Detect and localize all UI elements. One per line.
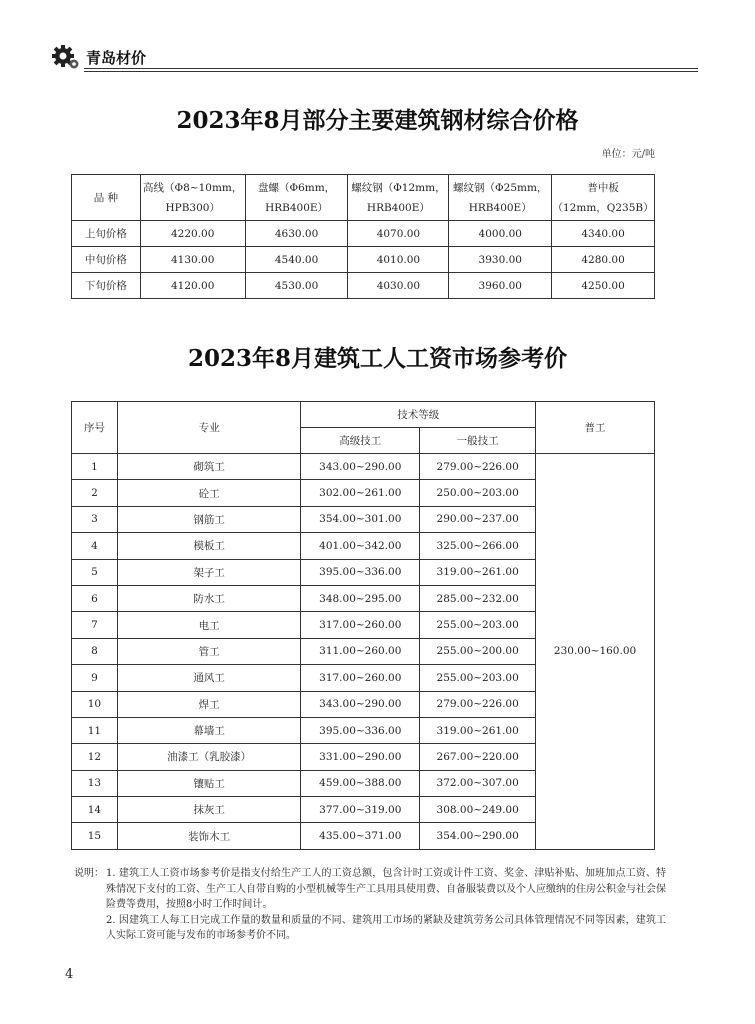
table-cell: 中旬价格	[72, 247, 141, 273]
header-rule-thin	[84, 71, 698, 72]
table-cell: 12	[72, 744, 118, 770]
table-cell: 4250.00	[552, 273, 655, 299]
table-cell: 4540.00	[245, 247, 348, 273]
table-cell: 15	[72, 823, 118, 849]
table-cell: 上旬价格	[72, 221, 141, 247]
table-cell: 7	[72, 612, 118, 638]
table-cell: 459.00~388.00	[301, 770, 420, 796]
gear-icon	[50, 42, 80, 72]
table-cell: 302.00~261.00	[301, 480, 420, 506]
table-cell: 管工	[117, 638, 300, 664]
table-cell: 319.00~261.00	[420, 559, 536, 585]
table-cell: 4120.00	[140, 273, 245, 299]
table-row	[72, 454, 655, 480]
table-cell: 255.00~203.00	[420, 612, 536, 638]
table-cell: 4130.00	[140, 247, 245, 273]
table-row	[72, 247, 655, 273]
table-cell: 255.00~200.00	[420, 638, 536, 664]
page-number: 4	[65, 967, 74, 982]
steel-price-title: 2023年8月部分主要建筑钢材综合价格	[176, 107, 579, 134]
table-cell: 4010.00	[348, 247, 449, 273]
table-cell: 下旬价格	[72, 273, 141, 299]
table-cell: 1	[72, 454, 118, 480]
table-cell: 抹灰工	[117, 797, 300, 823]
table-cell: 13	[72, 770, 118, 796]
logo-text: 青岛材价	[86, 49, 147, 67]
table-cell: 267.00~220.00	[420, 744, 536, 770]
table-cell: 308.00~249.00	[420, 797, 536, 823]
table-cell: 装饰木工	[117, 823, 300, 849]
table-cell: 6	[72, 585, 118, 611]
table-cell: 砼工	[117, 480, 300, 506]
note-item: 1. 建筑工人工资市场参考价是指支付给生产工人的工资总额，包含计时工资或计件工资、奖金、津贴补贴、加班加点工资、特殊情况下支付的工资、生产工人自带自购的小型机械等生产工具用具使用费、自备服装费以及个人应缴纳的住房公积金与社会保险费等费用，按照8小时工作时间计。	[106, 868, 666, 910]
table-cell: 8	[72, 638, 118, 664]
table-cell: 285.00~232.00	[420, 585, 536, 611]
table-cell: 331.00~290.00	[301, 744, 420, 770]
table-cell: 电工	[117, 612, 300, 638]
table-cell: 372.00~307.00	[420, 770, 536, 796]
column-header: 高线（Φ8~10mm， HPB300）	[140, 175, 245, 221]
table-cell: 250.00~203.00	[420, 480, 536, 506]
table-cell: 354.00~290.00	[420, 823, 536, 849]
header-rule	[84, 68, 698, 69]
table-cell: 395.00~336.00	[301, 559, 420, 585]
table-cell: 317.00~260.00	[301, 665, 420, 691]
table-cell: 319.00~261.00	[420, 717, 536, 743]
table-cell: 435.00~371.00	[301, 823, 420, 849]
common-worker-wage: 230.00~160.00	[536, 454, 655, 850]
table-cell: 砌筑工	[117, 454, 300, 480]
note-item: 2. 因建筑工人每工日完成工作量的数量和质量的不同、建筑用工市场的紧缺及建筑劳务公司具体管理情况不同等因素，建筑工人实际工资可能与发布的市场参考价不同。	[106, 914, 666, 941]
table-cell: 镶贴工	[117, 770, 300, 796]
page-header	[50, 42, 705, 72]
table-cell: 3	[72, 506, 118, 532]
table-cell: 通风工	[117, 665, 300, 691]
steel-price-table	[71, 174, 655, 299]
table-cell: 290.00~237.00	[420, 506, 536, 532]
table-cell: 4530.00	[245, 273, 348, 299]
table-cell: 10	[72, 691, 118, 717]
table-cell: 4070.00	[348, 221, 449, 247]
header-general: 一般技工	[420, 428, 536, 454]
column-header: 盘螺（Φ6mm， HRB400E）	[245, 175, 348, 221]
table-cell: 4	[72, 533, 118, 559]
table-cell: 油漆工（乳胶漆）	[117, 744, 300, 770]
table-row	[72, 273, 655, 299]
table-cell: 2	[72, 480, 118, 506]
table-cell: 377.00~319.00	[301, 797, 420, 823]
column-header: 螺纹钢（Φ12mm， HRB400E）	[348, 175, 449, 221]
table-header-row	[72, 402, 655, 428]
unit-label: 单位：元/吨	[601, 149, 655, 160]
header-seq: 序号	[72, 402, 118, 454]
table-cell: 325.00~266.00	[420, 533, 536, 559]
column-header: 普中板 （12mm，Q235B）	[552, 175, 655, 221]
table-cell: 防水工	[117, 585, 300, 611]
table-cell: 348.00~295.00	[301, 585, 420, 611]
table-cell: 4340.00	[552, 221, 655, 247]
table-cell: 4280.00	[552, 247, 655, 273]
labor-wage-table	[71, 401, 655, 850]
table-cell: 311.00~260.00	[301, 638, 420, 664]
table-cell: 279.00~226.00	[420, 691, 536, 717]
table-cell: 4000.00	[449, 221, 552, 247]
table-cell: 4220.00	[140, 221, 245, 247]
table-cell: 钢筋工	[117, 506, 300, 532]
table-cell: 11	[72, 717, 118, 743]
header-senior: 高级技工	[301, 428, 420, 454]
notes-label: 说明：	[74, 868, 104, 879]
table-cell: 模板工	[117, 533, 300, 559]
column-header: 品 种	[72, 175, 141, 221]
table-cell: 255.00~203.00	[420, 665, 536, 691]
table-cell: 354.00~301.00	[301, 506, 420, 532]
table-cell: 343.00~290.00	[301, 691, 420, 717]
table-cell: 4030.00	[348, 273, 449, 299]
labor-wage-title: 2023年8月建筑工人工资市场参考价	[187, 345, 568, 372]
header-common-worker: 普工	[536, 402, 655, 454]
table-cell: 395.00~336.00	[301, 717, 420, 743]
column-header: 螺纹钢（Φ25mm， HRB400E）	[449, 175, 552, 221]
table-cell: 3930.00	[449, 247, 552, 273]
table-header-row	[72, 175, 655, 221]
table-cell: 焊工	[117, 691, 300, 717]
table-cell: 3960.00	[449, 273, 552, 299]
table-cell: 317.00~260.00	[301, 612, 420, 638]
table-cell: 401.00~342.00	[301, 533, 420, 559]
table-row	[72, 221, 655, 247]
table-cell: 279.00~226.00	[420, 454, 536, 480]
table-cell: 343.00~290.00	[301, 454, 420, 480]
table-cell: 4630.00	[245, 221, 348, 247]
table-cell: 5	[72, 559, 118, 585]
header-trade: 专业	[117, 402, 300, 454]
header-skill-level: 技术等级	[301, 402, 536, 428]
table-cell: 幕墙工	[117, 717, 300, 743]
table-cell: 9	[72, 665, 118, 691]
table-cell: 14	[72, 797, 118, 823]
table-cell: 架子工	[117, 559, 300, 585]
